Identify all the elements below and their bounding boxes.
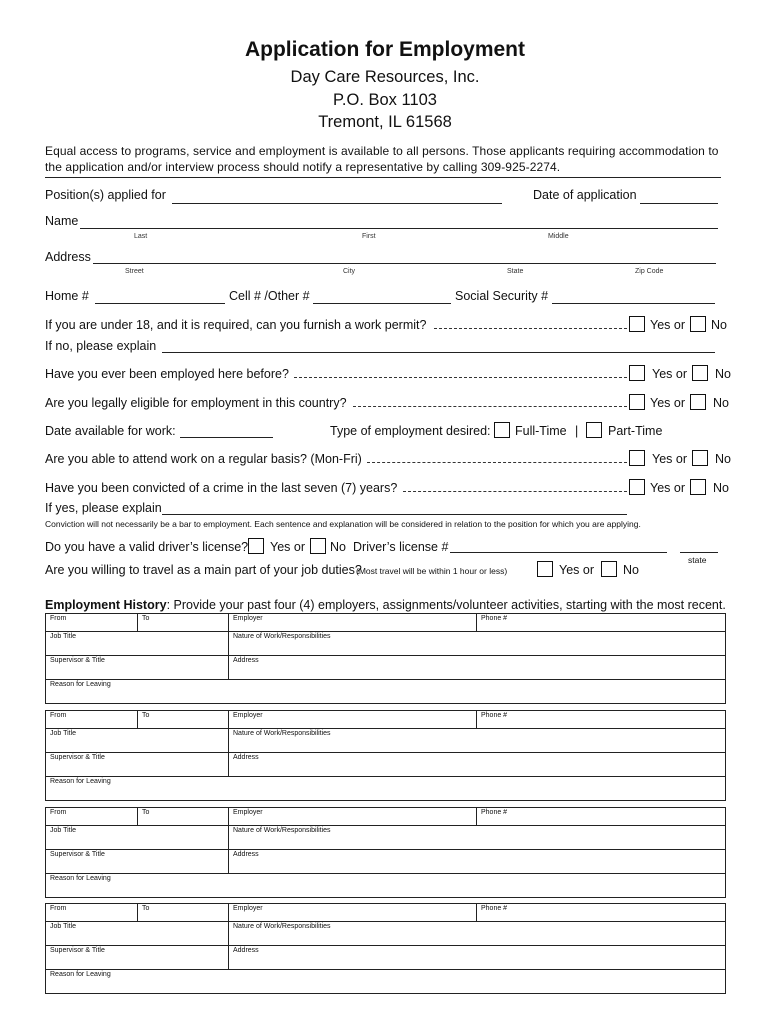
- to-cell[interactable]: To: [138, 904, 229, 922]
- conviction-note: Conviction will not necessarily be a bar to employment. Each sentence and explanation will be considered in relation to the position for which you are applying.: [45, 519, 641, 529]
- phone-cell[interactable]: Phone #: [477, 711, 726, 729]
- yes-or-label: Yes or: [650, 396, 685, 410]
- no-label: No: [713, 481, 729, 495]
- no-label: No: [623, 563, 639, 577]
- eligible-yes-checkbox[interactable]: [629, 394, 645, 410]
- from-cell[interactable]: From: [46, 711, 138, 729]
- employer-address-cell[interactable]: Address: [229, 753, 726, 777]
- leader-dots: [403, 491, 627, 492]
- name-field[interactable]: [80, 228, 718, 229]
- phone-cell[interactable]: Phone #: [477, 904, 726, 922]
- travel-yes-checkbox[interactable]: [537, 561, 553, 577]
- regular-basis-yes-checkbox[interactable]: [629, 450, 645, 466]
- full-time-label: Full-Time: [515, 424, 567, 438]
- employer-block-4: [45, 903, 726, 994]
- no-label: No: [715, 452, 731, 466]
- license-yes-checkbox[interactable]: [248, 538, 264, 554]
- company-name: Day Care Resources, Inc.: [290, 68, 480, 86]
- from-cell[interactable]: From: [46, 904, 138, 922]
- date-available-label: Date available for work:: [45, 424, 176, 438]
- leader-dots: [294, 377, 627, 378]
- employer-address-cell[interactable]: Address: [229, 850, 726, 874]
- address-label: Address: [45, 250, 91, 264]
- header-rule: [45, 177, 721, 178]
- no-label: No: [711, 318, 727, 332]
- conviction-explain-field[interactable]: [162, 514, 627, 515]
- leader-dots: [434, 328, 627, 329]
- job-title-cell[interactable]: Job Title: [46, 632, 229, 656]
- employment-history-title: Employment History: [45, 598, 167, 612]
- job-title-cell[interactable]: Job Title: [46, 922, 229, 946]
- license-state-caption: state: [688, 555, 707, 565]
- leader-dots: [353, 406, 627, 407]
- name-middle-caption: Middle: [548, 233, 569, 240]
- permit-explain-label: If no, please explain: [45, 339, 157, 353]
- employer-cell[interactable]: Employer: [229, 904, 477, 922]
- employer-cell[interactable]: Employer: [229, 614, 477, 632]
- full-time-checkbox[interactable]: [494, 422, 510, 438]
- license-question: Do you have a valid driver’s license?: [45, 540, 249, 554]
- work-permit-question: If you are under 18, and it is required, can you furnish a work permit?: [45, 318, 427, 332]
- convicted-question: Have you been convicted of a crime in the last seven (7) years?: [45, 481, 398, 495]
- employer-cell[interactable]: Employer: [229, 711, 477, 729]
- convicted-yes-checkbox[interactable]: [629, 479, 645, 495]
- travel-question: Are you willing to travel as a main part of your job duties?: [45, 563, 362, 577]
- employment-history-intro: : Provide your past four (4) employers, assignments/volunteer activities, starting with the most recent.: [166, 598, 726, 612]
- supervisor-cell[interactable]: Supervisor & Title: [46, 946, 229, 970]
- name-first-caption: First: [362, 233, 376, 240]
- addr-city-caption: City: [343, 268, 356, 275]
- no-label: No: [330, 540, 346, 554]
- cell-phone-label: Cell # /Other #: [229, 289, 310, 303]
- yes-or-label: Yes or: [652, 367, 687, 381]
- cell-phone-field[interactable]: [313, 303, 451, 304]
- job-title-cell[interactable]: Job Title: [46, 826, 229, 850]
- license-no-checkbox[interactable]: [310, 538, 326, 554]
- eligible-question: Are you legally eligible for employment in this country?: [45, 396, 347, 410]
- nature-of-work-cell[interactable]: Nature of Work/Responsibilities: [229, 826, 726, 850]
- position-field[interactable]: [172, 203, 502, 204]
- supervisor-cell[interactable]: Supervisor & Title: [46, 850, 229, 874]
- permit-explain-field[interactable]: [162, 352, 715, 353]
- license-number-label: Driver’s license #: [353, 540, 449, 554]
- employer-block-2: [45, 710, 726, 801]
- no-label: No: [713, 396, 729, 410]
- company-city: Tremont, IL 61568: [318, 113, 452, 131]
- ssn-field[interactable]: [552, 303, 715, 304]
- license-number-field[interactable]: [450, 552, 667, 553]
- addr-zip-caption: Zip Code: [635, 268, 664, 275]
- date-application-field[interactable]: [640, 203, 718, 204]
- employed-before-no-checkbox[interactable]: [692, 365, 708, 381]
- travel-no-checkbox[interactable]: [601, 561, 617, 577]
- equal-access-notice: Equal access to programs, service and employment is available to all persons. Those applicants requiring accommodation to the application and/or interview process should notify a representative by calling 309-925-2274.: [45, 144, 719, 174]
- convicted-no-checkbox[interactable]: [690, 479, 706, 495]
- type-separator: |: [575, 424, 579, 438]
- home-phone-label: Home #: [45, 289, 89, 303]
- date-available-field[interactable]: [180, 437, 273, 438]
- employment-history-heading: [45, 598, 726, 612]
- regular-basis-question: Are you able to attend work on a regular basis? (Mon-Fri): [45, 452, 362, 466]
- yes-or-label: Yes or: [559, 563, 594, 577]
- phone-cell[interactable]: Phone #: [477, 808, 726, 826]
- to-cell[interactable]: To: [138, 614, 229, 632]
- license-state-field[interactable]: [680, 552, 718, 553]
- employer-cell[interactable]: Employer: [229, 808, 477, 826]
- reason-leaving-cell[interactable]: Reason for Leaving: [46, 970, 726, 994]
- employer-address-cell[interactable]: Address: [229, 946, 726, 970]
- phone-cell[interactable]: Phone #: [477, 614, 726, 632]
- yes-or-label: Yes or: [650, 481, 685, 495]
- employment-type-label: Type of employment desired:: [330, 424, 491, 438]
- from-cell[interactable]: From: [46, 808, 138, 826]
- job-title-cell[interactable]: Job Title: [46, 729, 229, 753]
- conviction-explain-label: If yes, please explain: [45, 501, 162, 515]
- reason-leaving-cell[interactable]: Reason for Leaving: [46, 680, 726, 704]
- part-time-label: Part-Time: [608, 424, 663, 438]
- work-permit-no-checkbox[interactable]: [690, 316, 706, 332]
- address-field[interactable]: [93, 263, 716, 264]
- ssn-label: Social Security #: [455, 289, 549, 303]
- supervisor-cell[interactable]: Supervisor & Title: [46, 656, 229, 680]
- eligible-no-checkbox[interactable]: [690, 394, 706, 410]
- employer-address-cell[interactable]: Address: [229, 656, 726, 680]
- name-last-caption: Last: [134, 233, 148, 240]
- nature-of-work-cell[interactable]: Nature of Work/Responsibilities: [229, 922, 726, 946]
- nature-of-work-cell[interactable]: Nature of Work/Responsibilities: [229, 729, 726, 753]
- from-cell[interactable]: From: [46, 614, 138, 632]
- yes-or-label: Yes or: [270, 540, 305, 554]
- addr-state-caption: State: [507, 268, 524, 275]
- employed-before-question: Have you ever been employed here before?: [45, 367, 289, 381]
- company-po-box: P.O. Box 1103: [333, 91, 437, 109]
- part-time-checkbox[interactable]: [586, 422, 602, 438]
- work-permit-yes-checkbox[interactable]: [629, 316, 645, 332]
- to-cell[interactable]: To: [138, 711, 229, 729]
- no-label: No: [715, 367, 731, 381]
- form-title: Application for Employment: [244, 38, 525, 61]
- date-application-label: Date of application: [533, 188, 637, 202]
- supervisor-cell[interactable]: Supervisor & Title: [46, 753, 229, 777]
- travel-note: (Most travel will be within 1 hour or less): [356, 566, 508, 576]
- yes-or-label: Yes or: [652, 452, 687, 466]
- home-phone-field[interactable]: [95, 303, 225, 304]
- to-cell[interactable]: To: [138, 808, 229, 826]
- nature-of-work-cell[interactable]: Nature of Work/Responsibilities: [229, 632, 726, 656]
- name-label: Name: [45, 214, 79, 228]
- employer-block-1: [45, 613, 726, 704]
- addr-street-caption: Street: [125, 268, 144, 275]
- employer-block-3: [45, 807, 726, 898]
- position-label: Position(s) applied for: [45, 188, 166, 202]
- regular-basis-no-checkbox[interactable]: [692, 450, 708, 466]
- reason-leaving-cell[interactable]: Reason for Leaving: [46, 874, 726, 898]
- yes-or-label: Yes or: [650, 318, 685, 332]
- leader-dots: [367, 462, 627, 463]
- reason-leaving-cell[interactable]: Reason for Leaving: [46, 777, 726, 801]
- employed-before-yes-checkbox[interactable]: [629, 365, 645, 381]
